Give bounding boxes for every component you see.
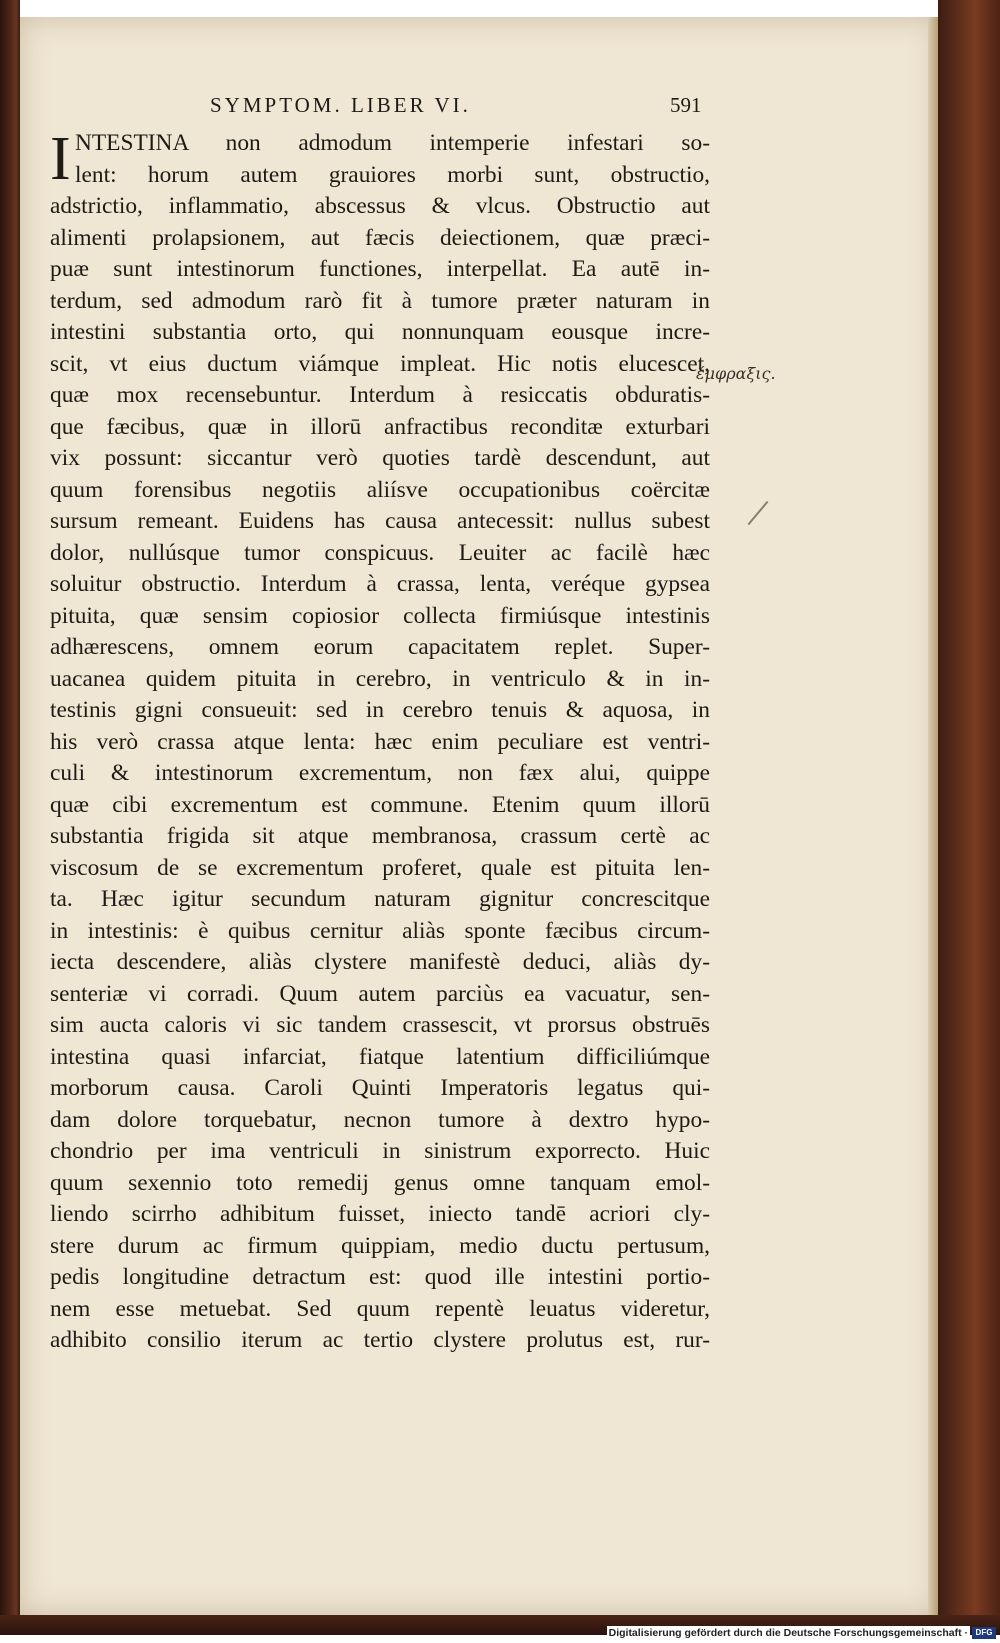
text-line: in intestinis: è quibus cernitur aliàs sponte fæcibus circum- (50, 917, 710, 944)
text-line: substantia frigida sit atque membranosa, crassum certè ac (50, 823, 710, 849)
running-title: SYMPTOM. LIBER VI. (210, 93, 471, 117)
text-line: sim aucta caloris vi sic tandem crassescit, vt prorsus obstruēs (50, 1012, 710, 1038)
text-line: adstrictio, inflammatio, abscessus & vlcus. Obstructio aut (50, 193, 710, 219)
dfg-logo: DFG (972, 1627, 996, 1639)
text-line: adhibito consilio iterum ac tertio clystere prolutus est, rur- (50, 1327, 710, 1353)
text-line: terdum, sed admodum rarò fit à tumore præter naturam in (50, 287, 710, 314)
text-line: ta. Hæc igitur secundum naturam gignitur concrescitque (50, 886, 710, 912)
text-line: pedis longitudine detractum est: quod ille intestini portio- (50, 1264, 710, 1290)
text-line: dam dolore torquebatur, necnon tumore à dextro hypo- (50, 1106, 710, 1133)
text-line: soluitur obstructio. Interdum à crassa, lenta, veréque gypsea (50, 571, 710, 597)
text-line: liendo scirrho adhibitum fuisset, iniecto tandē acriori cly- (50, 1201, 710, 1227)
footer-credit: Digitalisierung gefördert durch die Deutsche Forschungsgemeinschaft · (608, 1627, 968, 1639)
page-edge (928, 17, 938, 1615)
text-line: morborum causa. Caroli Quinti Imperatoris legatus qui- (50, 1075, 710, 1101)
text-line: testinis gigni consueuit: sed in cerebro tenuis & aquosa, in (50, 697, 710, 723)
text-line: quum sexennio toto remedij genus omne tanquam emol- (50, 1169, 710, 1196)
text-line: senteriæ vi corradi. Quum autem parciùs ea vacuatur, sen- (50, 980, 710, 1007)
text-line: NTESTINA non admodum intemperie infestari so- (75, 130, 710, 156)
text-line: puæ sunt intestinorum functiones, interpellat. Ea autē in- (50, 256, 710, 282)
text-line: intestini substantia orto, qui nonnunquam eousque incre- (50, 319, 710, 345)
text-line: quum forensibus negotiis aliísve occupationibus coërcitæ (50, 476, 710, 503)
book-cover-right (938, 0, 1000, 1635)
marginal-note: ἔμφραξις. (696, 364, 776, 383)
text-line: chondrio per ima ventriculi in sinistrum exporrecto. Huic (50, 1138, 710, 1164)
book-cover-left (0, 0, 20, 1635)
text-line: nem esse metuebat. Sed quum repentè leuatus videretur, (50, 1295, 710, 1322)
text-line: dolor, nullúsque tumor conspicuus. Leuiter ac facilè hæc (50, 539, 710, 566)
text-line: culi & intestinorum excrementum, non fæx alui, quippe (50, 760, 710, 786)
body-text (50, 125, 710, 1357)
text-line: viscosum de se excrementum proferet, quale est pituita len- (50, 854, 710, 881)
text-line: intestina quasi infarciat, fiatque latentium difficiliúmque (50, 1043, 710, 1070)
text-line: vix possunt: siccantur verò quoties tardè descendunt, aut (50, 445, 710, 471)
text-line: uacanea quidem pituita in cerebro, in ventriculo & in in- (50, 665, 710, 692)
text-line: que fæcibus, quæ in illorū anfractibus reconditæ exturbari (50, 413, 710, 440)
text-line: alimenti prolapsionem, aut fæcis deiectionem, quæ præci- (50, 224, 710, 251)
text-line: quæ mox recensebuntur. Interdum à resiccatis obduratis- (50, 382, 710, 408)
text-line: scit, vt eius ductum viámque impleat. Hic notis elucescet, (50, 350, 710, 377)
text-line: pituita, quæ sensim copiosior collecta firmiúsque intestinis (50, 602, 710, 629)
text-line: lent: horum autem grauiores morbi sunt, obstructio, (75, 161, 710, 188)
text-line: quæ cibi excrementum est commune. Etenim quum illorū (50, 791, 710, 818)
text-line: sursum remeant. Euidens has causa antecessit: nullus subest (50, 508, 710, 534)
running-head (210, 93, 730, 123)
text-line: stere durum ac firmum quippiam, medio ductu pertusum, (50, 1232, 710, 1259)
page-number: 591 (670, 93, 702, 117)
text-line: adhærescens, omnem eorum capacitatem replet. Super- (50, 634, 710, 660)
drop-cap: I (50, 125, 71, 193)
text-line: his verò crassa atque lenta: hæc enim peculiare est ventri- (50, 728, 710, 755)
text-line: iecta descendere, aliàs clystere manifestè deduci, aliàs dy- (50, 949, 710, 975)
